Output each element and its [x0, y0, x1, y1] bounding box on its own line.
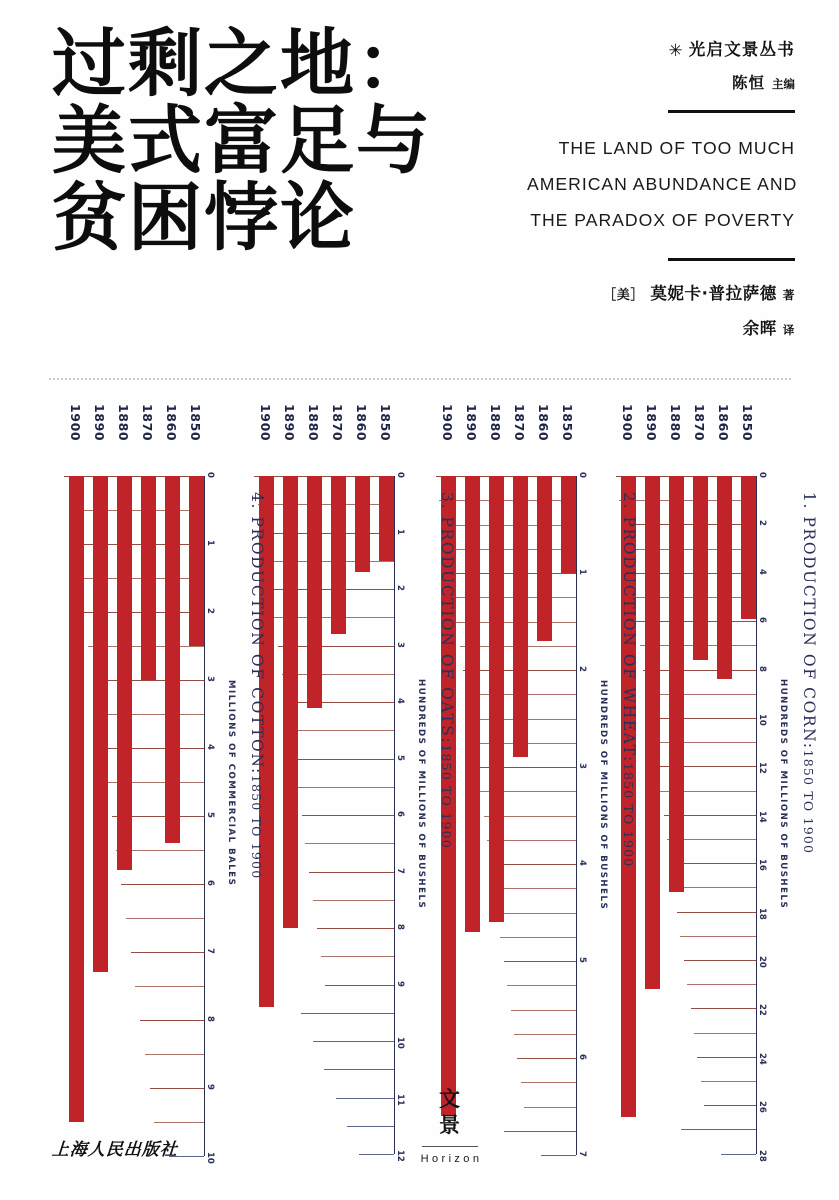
chart-gridline: [504, 1131, 577, 1132]
scale-label-8: 8: [395, 924, 405, 930]
chart-gridline: [282, 674, 394, 675]
divider-rule-bottom: [668, 258, 795, 261]
scale-label-3: 3: [205, 676, 215, 682]
scale-label-1: 1: [577, 569, 587, 575]
chart-gridline: [541, 1155, 576, 1156]
scale-label-11: 11: [395, 1093, 405, 1106]
bar-corn-1860: [717, 476, 732, 679]
series-label: 光启文景丛书: [688, 40, 795, 59]
scale-label-16: 16: [757, 859, 767, 872]
editor-role: 主编: [772, 77, 795, 91]
imprint-cn-2: 景: [439, 1112, 461, 1138]
translator-row: [527, 315, 795, 339]
chart-gridline: [126, 918, 204, 919]
scale-label-9: 9: [395, 980, 405, 987]
chart-gridline: [504, 961, 576, 962]
scale-label-10: 10: [757, 714, 767, 726]
divider-rule-top: [668, 110, 795, 113]
bar-wheat-1890: [465, 476, 480, 932]
bar-oats-1870: [331, 476, 346, 634]
chart-gridline: [64, 476, 204, 477]
year-label-1880: 1880: [116, 404, 131, 442]
chart-title-main: 3. PRODUCTION OF OATS:: [438, 492, 456, 745]
chart-gridline: [500, 937, 576, 938]
chart-gridline: [680, 936, 756, 937]
chart-gridline: [131, 952, 205, 953]
chart-axis-label-cotton: MILLIONS OF COMMERCIAL BALES: [226, 680, 236, 887]
chart-gridline: [359, 1154, 394, 1155]
scale-label-2: 2: [577, 666, 587, 672]
year-label-1870: 1870: [512, 404, 527, 442]
year-label-1870: 1870: [330, 404, 345, 442]
chart-gridline: [701, 1081, 756, 1082]
chart-gridline: [616, 476, 756, 477]
chart-gridline: [494, 888, 576, 889]
publisher-name: 上海人民出版社: [51, 1140, 179, 1160]
bar-oats-1890: [283, 476, 298, 928]
chart-gridline: [286, 702, 394, 703]
year-label-1850: 1850: [740, 404, 755, 442]
bar-cotton-1890: [93, 476, 108, 972]
chart-gridline: [721, 1154, 756, 1155]
year-label-1900: 1900: [620, 404, 635, 442]
scale-label-10: 10: [395, 1037, 405, 1049]
chart-title-main: 2. PRODUCTION OF WHEAT:: [620, 492, 638, 763]
bar-corn-1890: [645, 476, 660, 989]
title-line-3: 贫困悖论: [52, 174, 356, 261]
scale-label-1: 1: [205, 540, 215, 546]
scale-label-5: 5: [205, 812, 215, 818]
chart-title-range: 1850 TO 1900: [801, 749, 816, 855]
scale-label-5: 5: [395, 754, 405, 761]
scale-label-3: 3: [395, 641, 405, 648]
chart-gridline: [301, 1013, 394, 1014]
bar-oats-1880: [307, 476, 322, 708]
chart-gridline: [145, 1054, 204, 1055]
scale-label-4: 4: [395, 698, 405, 704]
chart-gridline: [643, 670, 756, 671]
chart-gridline: [684, 960, 756, 961]
year-label-1890: 1890: [464, 404, 479, 442]
chart-gridline: [313, 1041, 394, 1042]
scale-label-9: 9: [205, 1084, 215, 1090]
cover-header: [0, 0, 839, 370]
translator-name: 余晖: [742, 319, 777, 339]
chart-gridline: [321, 956, 394, 957]
chart-gridline: [309, 872, 394, 873]
scale-label-1: 1: [395, 528, 405, 535]
scale-label-6: 6: [205, 880, 215, 886]
author-name: 莫妮卡·普拉萨德: [650, 284, 777, 304]
year-label-1850: 1850: [188, 404, 203, 442]
chart-gridline: [697, 1057, 756, 1058]
chart-title-oats: [438, 492, 456, 849]
chart-gridline: [650, 718, 756, 719]
chart-gridline: [507, 985, 576, 986]
editor-row: [527, 71, 795, 93]
chart-gridline: [135, 986, 204, 987]
chart-gridline: [140, 1020, 204, 1021]
year-label-1900: 1900: [440, 404, 455, 442]
chart-gridline: [290, 730, 394, 731]
author-country: ［美］: [603, 288, 644, 304]
bar-cotton-1850: [189, 476, 204, 646]
chart-gridline: [511, 1010, 576, 1011]
year-label-1900: 1900: [258, 404, 273, 442]
chart-gridline: [347, 1126, 394, 1127]
translator-role: 译: [782, 323, 795, 338]
scale-label-6: 6: [577, 1054, 587, 1060]
bar-wheat-1860: [537, 476, 552, 641]
chart-gridline: [313, 900, 394, 901]
chart-gridline: [674, 887, 756, 888]
asterisk-icon: ✳: [668, 41, 684, 61]
scale-label-0: 0: [577, 472, 587, 478]
author-row: [527, 280, 795, 304]
chart-gridline: [336, 1098, 394, 1099]
chart-axis-label-corn: HUNDREDS OF MILLIONS OF BUSHELS: [778, 679, 788, 910]
chart-gridline: [619, 500, 756, 501]
scale-label-7: 7: [577, 1151, 587, 1157]
chart-gridline: [317, 928, 394, 929]
year-label-1850: 1850: [378, 404, 393, 442]
chart-gridline: [436, 476, 576, 477]
chart-gridline: [69, 510, 204, 511]
chart-title-cotton: [248, 492, 266, 879]
chart-gridline: [325, 985, 394, 986]
chart-gridline: [704, 1105, 756, 1106]
chart-gridline: [677, 912, 756, 913]
scale-label-12: 12: [757, 762, 767, 775]
chart-gridline: [262, 533, 394, 534]
bar-oats-1860: [355, 476, 370, 572]
english-title: [527, 130, 798, 238]
scale-label-2: 2: [205, 608, 215, 614]
scale-label-20: 20: [757, 956, 767, 968]
scale-label-18: 18: [757, 907, 767, 920]
english-title-line-1: THE LAND OF TOO MUCH: [558, 138, 795, 158]
imprint-divider: [422, 1146, 478, 1147]
year-label-1880: 1880: [306, 404, 321, 442]
chart-gridline: [302, 815, 395, 816]
bar-corn-1870: [693, 476, 708, 660]
scale-label-4: 4: [757, 568, 767, 575]
scale-label-3: 3: [577, 763, 587, 769]
year-label-1870: 1870: [140, 404, 155, 442]
dotted-divider: [48, 378, 792, 380]
chart-gridline: [93, 680, 205, 681]
scale-label-24: 24: [757, 1052, 767, 1065]
chart-title-wheat: [620, 492, 638, 867]
title-line-1: 过剩之地：: [52, 21, 432, 107]
bar-corn-1850: [741, 476, 756, 619]
bar-cotton-1860: [165, 476, 180, 843]
scale-label-22: 22: [757, 1004, 767, 1017]
chart-cotton: [48, 398, 266, 1188]
bar-corn-1880: [669, 476, 684, 892]
bar-cotton-1870: [141, 476, 156, 680]
year-label-1890: 1890: [282, 404, 297, 442]
chart-gridline: [694, 1033, 756, 1034]
bar-cotton-1900: [69, 476, 84, 1122]
chart-gridline: [514, 1034, 576, 1035]
author-role: 著: [782, 288, 795, 303]
scale-label-2: 2: [395, 585, 405, 591]
chart-gridline: [497, 913, 576, 914]
chart-gridline: [521, 1082, 576, 1083]
chart-title-range: 1850 TO 1900: [621, 762, 636, 868]
chart-gridline: [154, 1122, 204, 1123]
chart-gridline: [97, 714, 204, 715]
year-label-1860: 1860: [536, 404, 551, 442]
chart-gridline: [150, 1088, 205, 1089]
chart-title-main: 1. PRODUCTION OF CORN:: [800, 492, 818, 750]
chart-gridline: [647, 694, 756, 695]
chart-gridline: [324, 1069, 394, 1070]
year-label-1860: 1860: [354, 404, 369, 442]
scale-label-12: 12: [395, 1150, 405, 1162]
chart-gridline: [517, 1058, 576, 1059]
scale-label-10: 10: [205, 1152, 215, 1164]
chart-gridline: [691, 1008, 756, 1009]
chart-title-main: 4. PRODUCTION OF COTTON:: [248, 492, 266, 775]
chart-gridline: [121, 884, 204, 885]
chart-gridline: [623, 524, 756, 525]
year-label-1890: 1890: [644, 404, 659, 442]
title-line-2: 美式富足与: [52, 97, 432, 184]
bar-wheat-1870: [513, 476, 528, 757]
chart-gridline: [439, 500, 576, 501]
scale-label-2: 2: [757, 520, 767, 527]
scale-label-4: 4: [577, 860, 587, 866]
scale-label-26: 26: [757, 1101, 767, 1114]
english-title-line-3: THE PARADOX OF POVERTY: [530, 210, 795, 231]
scale-label-6: 6: [757, 617, 767, 624]
scale-label-8: 8: [757, 665, 767, 672]
scale-label-6: 6: [395, 811, 405, 817]
chart-axis-label-wheat: HUNDREDS OF MILLIONS OF BUSHELS: [598, 679, 608, 910]
scale-label-0: 0: [395, 472, 405, 478]
year-label-1870: 1870: [692, 404, 707, 442]
chart-gridline: [524, 1107, 576, 1108]
bar-wheat-1880: [489, 476, 504, 922]
chart-gridline: [294, 759, 394, 760]
imprint-cn-1: 文: [439, 1086, 461, 1111]
chart-axis-label-oats: HUNDREDS OF MILLIONS OF BUSHELS: [416, 679, 426, 910]
imprint-en: Horizon: [420, 1152, 483, 1165]
year-label-1880: 1880: [668, 404, 683, 442]
series-label-row: [527, 36, 795, 60]
scale-label-14: 14: [757, 810, 767, 823]
bar-oats-1850: [379, 476, 394, 561]
scale-label-4: 4: [205, 744, 215, 750]
cover-meta: [527, 36, 798, 339]
chart-gridline: [258, 504, 394, 505]
year-label-1890: 1890: [92, 404, 107, 442]
chart-gridline: [443, 525, 576, 526]
scale-label-5: 5: [577, 957, 587, 963]
chart-gridline: [254, 476, 394, 477]
scale-label-7: 7: [395, 867, 405, 874]
english-title-line-2: AMERICAN ABUNDANCE AND: [527, 174, 798, 195]
page-title: [52, 21, 512, 261]
chart-title-range: 1850 TO 1900: [249, 774, 264, 880]
chart-title-corn: [800, 492, 818, 854]
scale-label-0: 0: [757, 472, 767, 478]
year-label-1880: 1880: [488, 404, 503, 442]
scale-label-28: 28: [757, 1149, 767, 1162]
year-label-1860: 1860: [164, 404, 179, 442]
editor-name: 陈恒: [731, 74, 765, 92]
year-label-1860: 1860: [716, 404, 731, 442]
year-label-1850: 1850: [560, 404, 575, 442]
year-label-1900: 1900: [68, 404, 83, 442]
scale-label-7: 7: [205, 948, 215, 954]
bar-wheat-1850: [561, 476, 576, 573]
scale-label-8: 8: [205, 1016, 215, 1022]
bar-cotton-1880: [117, 476, 132, 870]
chart-title-range: 1850 TO 1900: [439, 744, 454, 849]
imprint-logo: [410, 1086, 490, 1165]
chart-gridline: [681, 1129, 756, 1130]
chart-gridline: [298, 787, 394, 788]
chart-gridline: [305, 843, 394, 844]
scale-label-0: 0: [205, 472, 215, 478]
chart-gridline: [687, 984, 756, 985]
